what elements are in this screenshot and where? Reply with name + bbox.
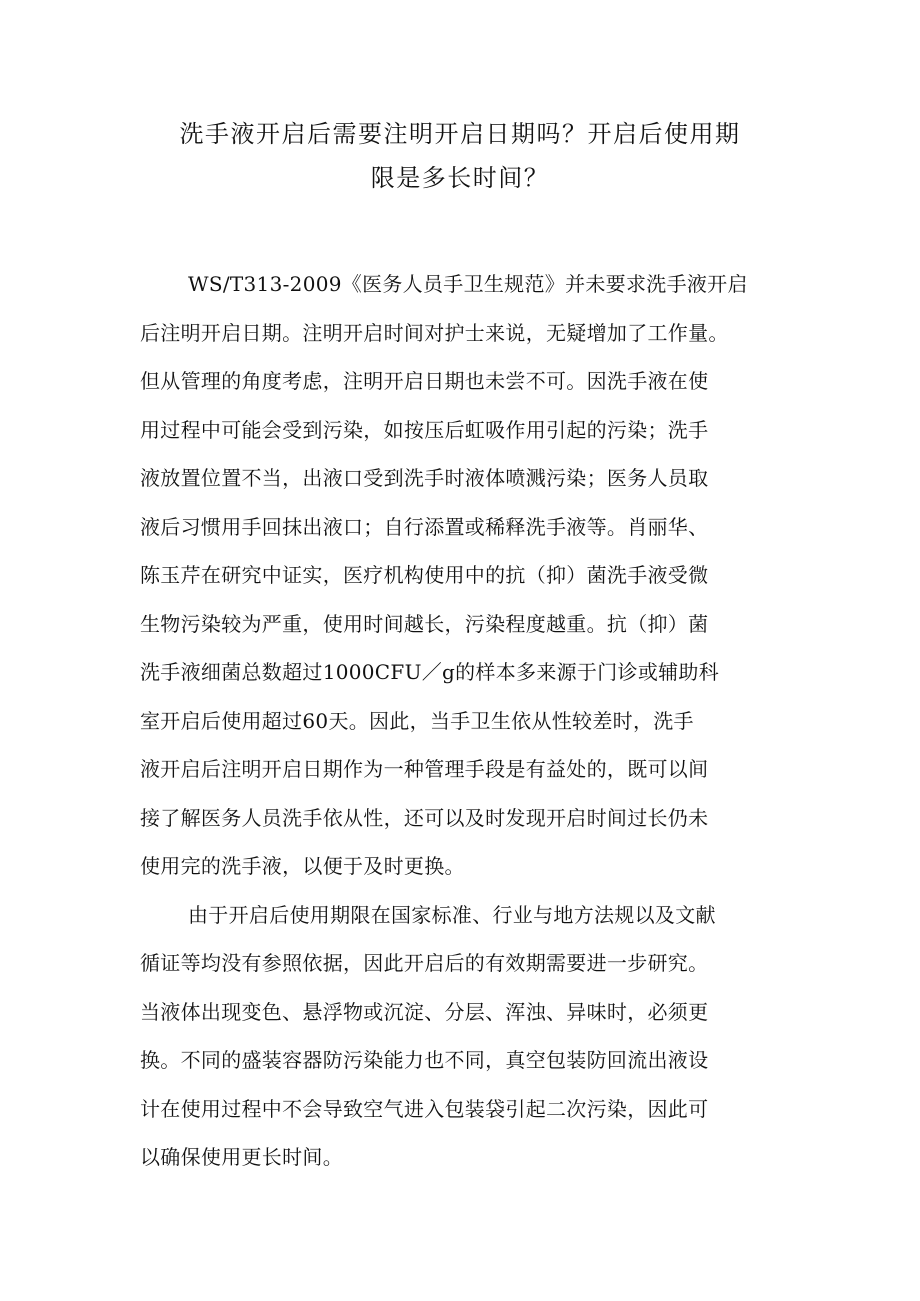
text-line: 用过程中可能会受到污染，如按压后虹吸作用引起的污染；洗手 [140,417,709,442]
text-line: 换。不同的盛装容器防污染能力也不同，真空包装防回流出液设 [140,1048,709,1072]
text-line: 计在使用过程中不会导致空气进入包装袋引起二次污染，因此可 [140,1096,709,1121]
text-line: WS/T313-2009《医务人员手卫生规范》并未要求洗手液开启 [188,272,748,296]
paragraph-1 [140,260,800,891]
text-line: 生物污染较为严重，使用时间越长，污染程度越重。抗（抑）菌 [140,611,709,636]
paragraph-2 [140,891,800,1182]
text-line: 但从管理的角度考虑，注明开启日期也未尝不可。因洗手液在使 [140,369,709,393]
text-line: 由于开启后使用期限在国家标准、行业与地方法规以及文献 [188,902,716,927]
text-line: 液开启后注明开启日期作为一种管理手段是有益处的，既可以间 [140,757,709,781]
text-line: 室开启后使用超过60天。因此，当手卫生依从性较差时，洗手 [140,708,694,733]
text-line: 使用完的洗手液，以便于及时更换。 [140,854,465,878]
text-line: 以确保使用更长时间。 [140,1145,343,1169]
text-line: 洗手液细菌总数超过1000CFU／g的样本多来源于门诊或辅助科 [140,660,720,684]
text-line: 液放置位置不当，出液口受到洗手时液体喷溅污染；医务人员取 [140,466,709,490]
text-line: 循证等均没有参照依据，因此开启后的有效期需要进一步研究。 [140,951,709,975]
text-line: 后注明开启日期。注明开启时间对护士来说，无疑增加了工作量。 [140,320,729,345]
text-line: 陈玉芹在研究中证实，医疗机构使用中的抗（抑）菌洗手液受微 [140,563,709,587]
text-line: 液后习惯用手回抹出液口；自行添置或稀释洗手液等。肖丽华、 [140,514,709,539]
document-body [140,260,800,1182]
text-line: 当液体出现变色、悬浮物或沉淀、分层、浑浊、异味时，必须更 [140,999,709,1024]
title-line: 限是多长时间？ [370,164,550,192]
text-line: 接了解医务人员洗手依从性，还可以及时发现开启时间过长仍未 [140,805,709,830]
title-line: 洗手液开启后需要注明开启日期吗？开启后使用期 [179,120,741,148]
document-title [140,112,780,200]
